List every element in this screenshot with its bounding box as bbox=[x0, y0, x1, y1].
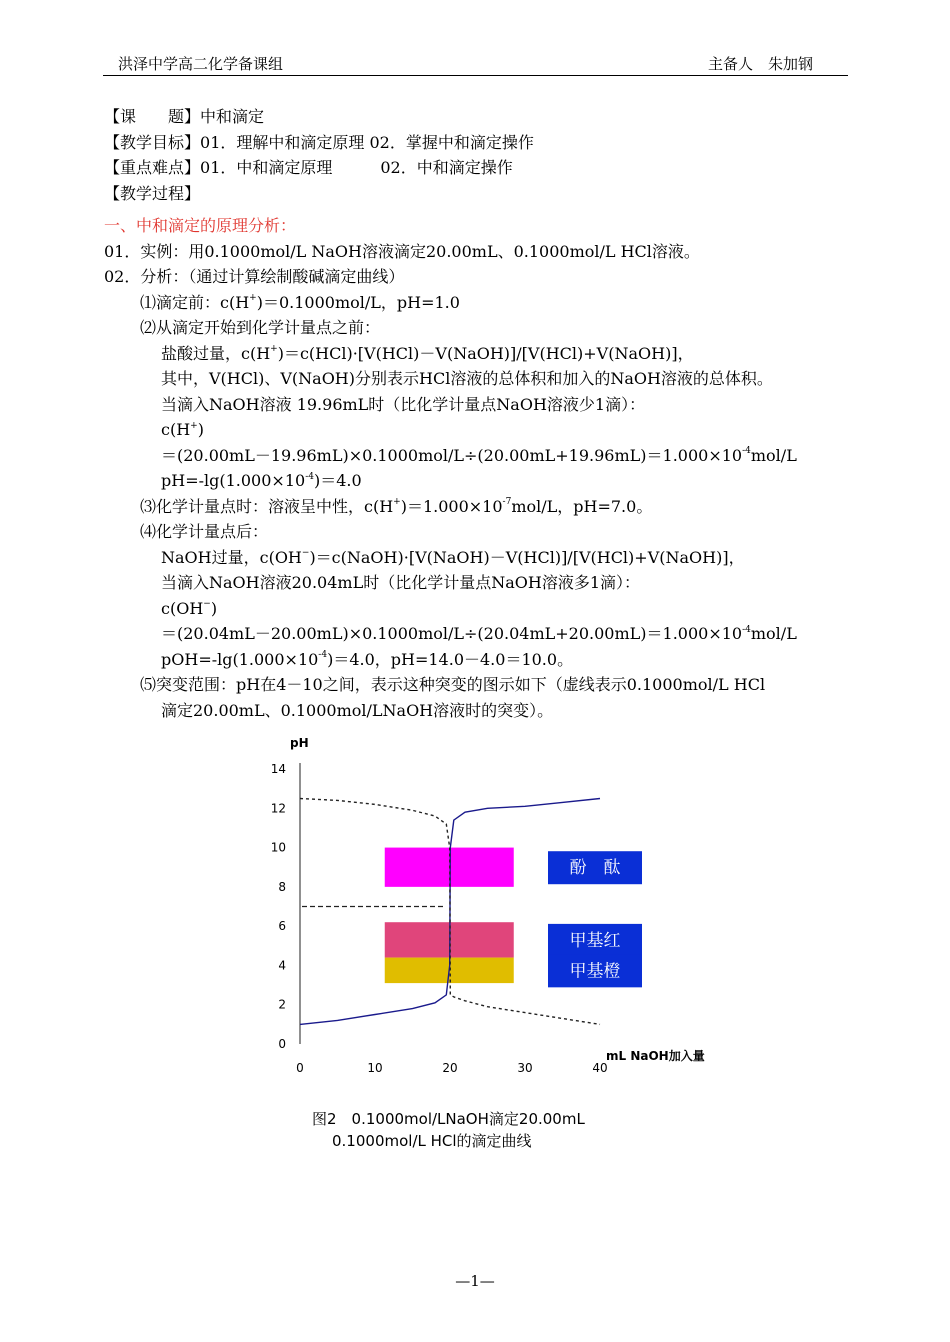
y-tick-label: 6 bbox=[278, 919, 286, 934]
document-body bbox=[104, 104, 854, 723]
header-rule bbox=[103, 75, 848, 76]
header-left: 洪泽中学高二化学备课组 bbox=[118, 55, 284, 73]
caption-line-1: 图2 0.1000mol/LNaOH滴定20.00mL bbox=[312, 1110, 585, 1128]
titration-chart bbox=[262, 728, 732, 1082]
section-title: 一、中和滴定的原理分析： bbox=[104, 216, 297, 235]
indicator-label: 甲基橙 bbox=[569, 961, 621, 982]
key-label: 【重点难点】 bbox=[104, 158, 201, 177]
solid-titration-curve bbox=[300, 799, 600, 1025]
step4-poh: $pOH=-\lg(1.000\times 10^{-4})=4.0$，pH=14.0－4.0＝10.0。 bbox=[161, 649, 574, 669]
step1-line: ⑴滴定前：c(H+)＝0.1000mol/L，pH=1.0 bbox=[140, 292, 460, 312]
indicator-label: 酚 酞 bbox=[569, 858, 621, 879]
step4-case: 当滴入NaOH溶液20.04mL时（比化学计量点NaOH溶液多1滴）： bbox=[161, 573, 641, 592]
step2-calc: $=(20.00mL-19.96mL)\times 0.1000mol/L\div(20.00mL+19.96mL)=1.000\times 10^{-4}mol/L$ bbox=[161, 445, 797, 465]
goal-label: 【教学目标】 bbox=[104, 132, 201, 152]
topic-line bbox=[104, 104, 854, 130]
page-number: —1— bbox=[455, 1272, 495, 1290]
step4-calc: $=(20.04mL-20.00mL)\times 0.1000mol/L\div(20.04mL+20.00mL)=1.000\times 10^{-4}mol/L$ bbox=[161, 624, 797, 643]
topic-value: 中和滴定 bbox=[200, 107, 265, 126]
key-value: 01．中和滴定原理 02．中和滴定操作 bbox=[200, 158, 513, 177]
topic-label: 【课 题】 bbox=[104, 107, 201, 126]
chart-caption bbox=[312, 1108, 585, 1152]
step2-case: 当滴入NaOH溶液 19.96mL时（比化学计量点NaOH溶液少1滴）： bbox=[161, 394, 646, 414]
goal-line bbox=[104, 130, 854, 156]
step5-line2: 滴定20.00mL、0.1000mol/LNaOH溶液时的突变）。 bbox=[161, 700, 554, 720]
y-tick-label: 2 bbox=[278, 997, 286, 1012]
y-tick-label: 8 bbox=[278, 879, 286, 894]
step4-coh: c(OH−) bbox=[161, 598, 218, 618]
y-tick-label: 12 bbox=[270, 801, 286, 816]
process-line: 【教学过程】 bbox=[104, 183, 201, 203]
y-tick-label: 14 bbox=[270, 762, 286, 776]
step5-line: ⑸突变范围：pH在4－10之间，表示这种突变的图示如下（虚线表示0.1000mol/L HCl bbox=[140, 675, 766, 694]
caption-line-2: 0.1000mol/L HCl的滴定曲线 bbox=[332, 1132, 532, 1150]
step2-ch: c(H+) bbox=[161, 420, 204, 439]
x-tick-label: 20 bbox=[442, 1061, 458, 1075]
x-axis-label: mL NaOH加入量 bbox=[606, 1049, 705, 1063]
y-axis-label: pH bbox=[290, 736, 309, 750]
header-right: 主备人 朱加钢 bbox=[708, 55, 814, 73]
y-tick-label: 10 bbox=[270, 840, 286, 855]
step2-line: ⑵从滴定开始到化学计量点之前： bbox=[140, 318, 381, 337]
titration-chart-svg bbox=[262, 728, 732, 1078]
indicator-label: 甲基红 bbox=[569, 930, 621, 951]
analysis-line: 02．分析：（通过计算绘制酸碱滴定曲线） bbox=[104, 267, 405, 286]
step2-note: 其中，V(HCl)、V(NaOH)分别表示HCl溶液的总体积和加入的NaOH溶液的总体积。 bbox=[161, 369, 773, 388]
y-tick-label: 0 bbox=[278, 1037, 286, 1051]
x-tick-label: 10 bbox=[367, 1061, 383, 1075]
step2-formula: 盐酸过量，c(H+)＝c(HCl)·[V(HCl)－V(NaOH)]/[V(HCl)+V(NaOH)]， bbox=[161, 343, 694, 363]
step3-line: ⑶化学计量点时：溶液呈中性，$c(H^+)=1.000\times 10^{-7}mol/L$，pH=7.0。 bbox=[140, 496, 653, 516]
step4-formula: NaOH过量，c(OH−)＝c(NaOH)·[V(NaOH)－V(HCl)]/[V(HCl)+V(NaOH)]， bbox=[161, 547, 745, 567]
y-tick-label: 4 bbox=[278, 958, 286, 973]
x-tick-label: 40 bbox=[592, 1061, 608, 1075]
key-line bbox=[104, 155, 854, 181]
x-tick-label: 0 bbox=[296, 1061, 304, 1075]
step4-line: ⑷化学计量点后： bbox=[140, 522, 269, 541]
step2-ph: $pH=-\lg(1.000\times 10^{-4})=4.0$ bbox=[161, 471, 362, 490]
goal-value: 01．理解中和滴定原理 02．掌握中和滴定操作 bbox=[200, 132, 534, 152]
x-tick-label: 30 bbox=[517, 1061, 533, 1075]
example-line: 01．实例：用0.1000mol/L NaOH溶液滴定20.00mL、0.1000mol/L HCl溶液。 bbox=[104, 241, 700, 261]
